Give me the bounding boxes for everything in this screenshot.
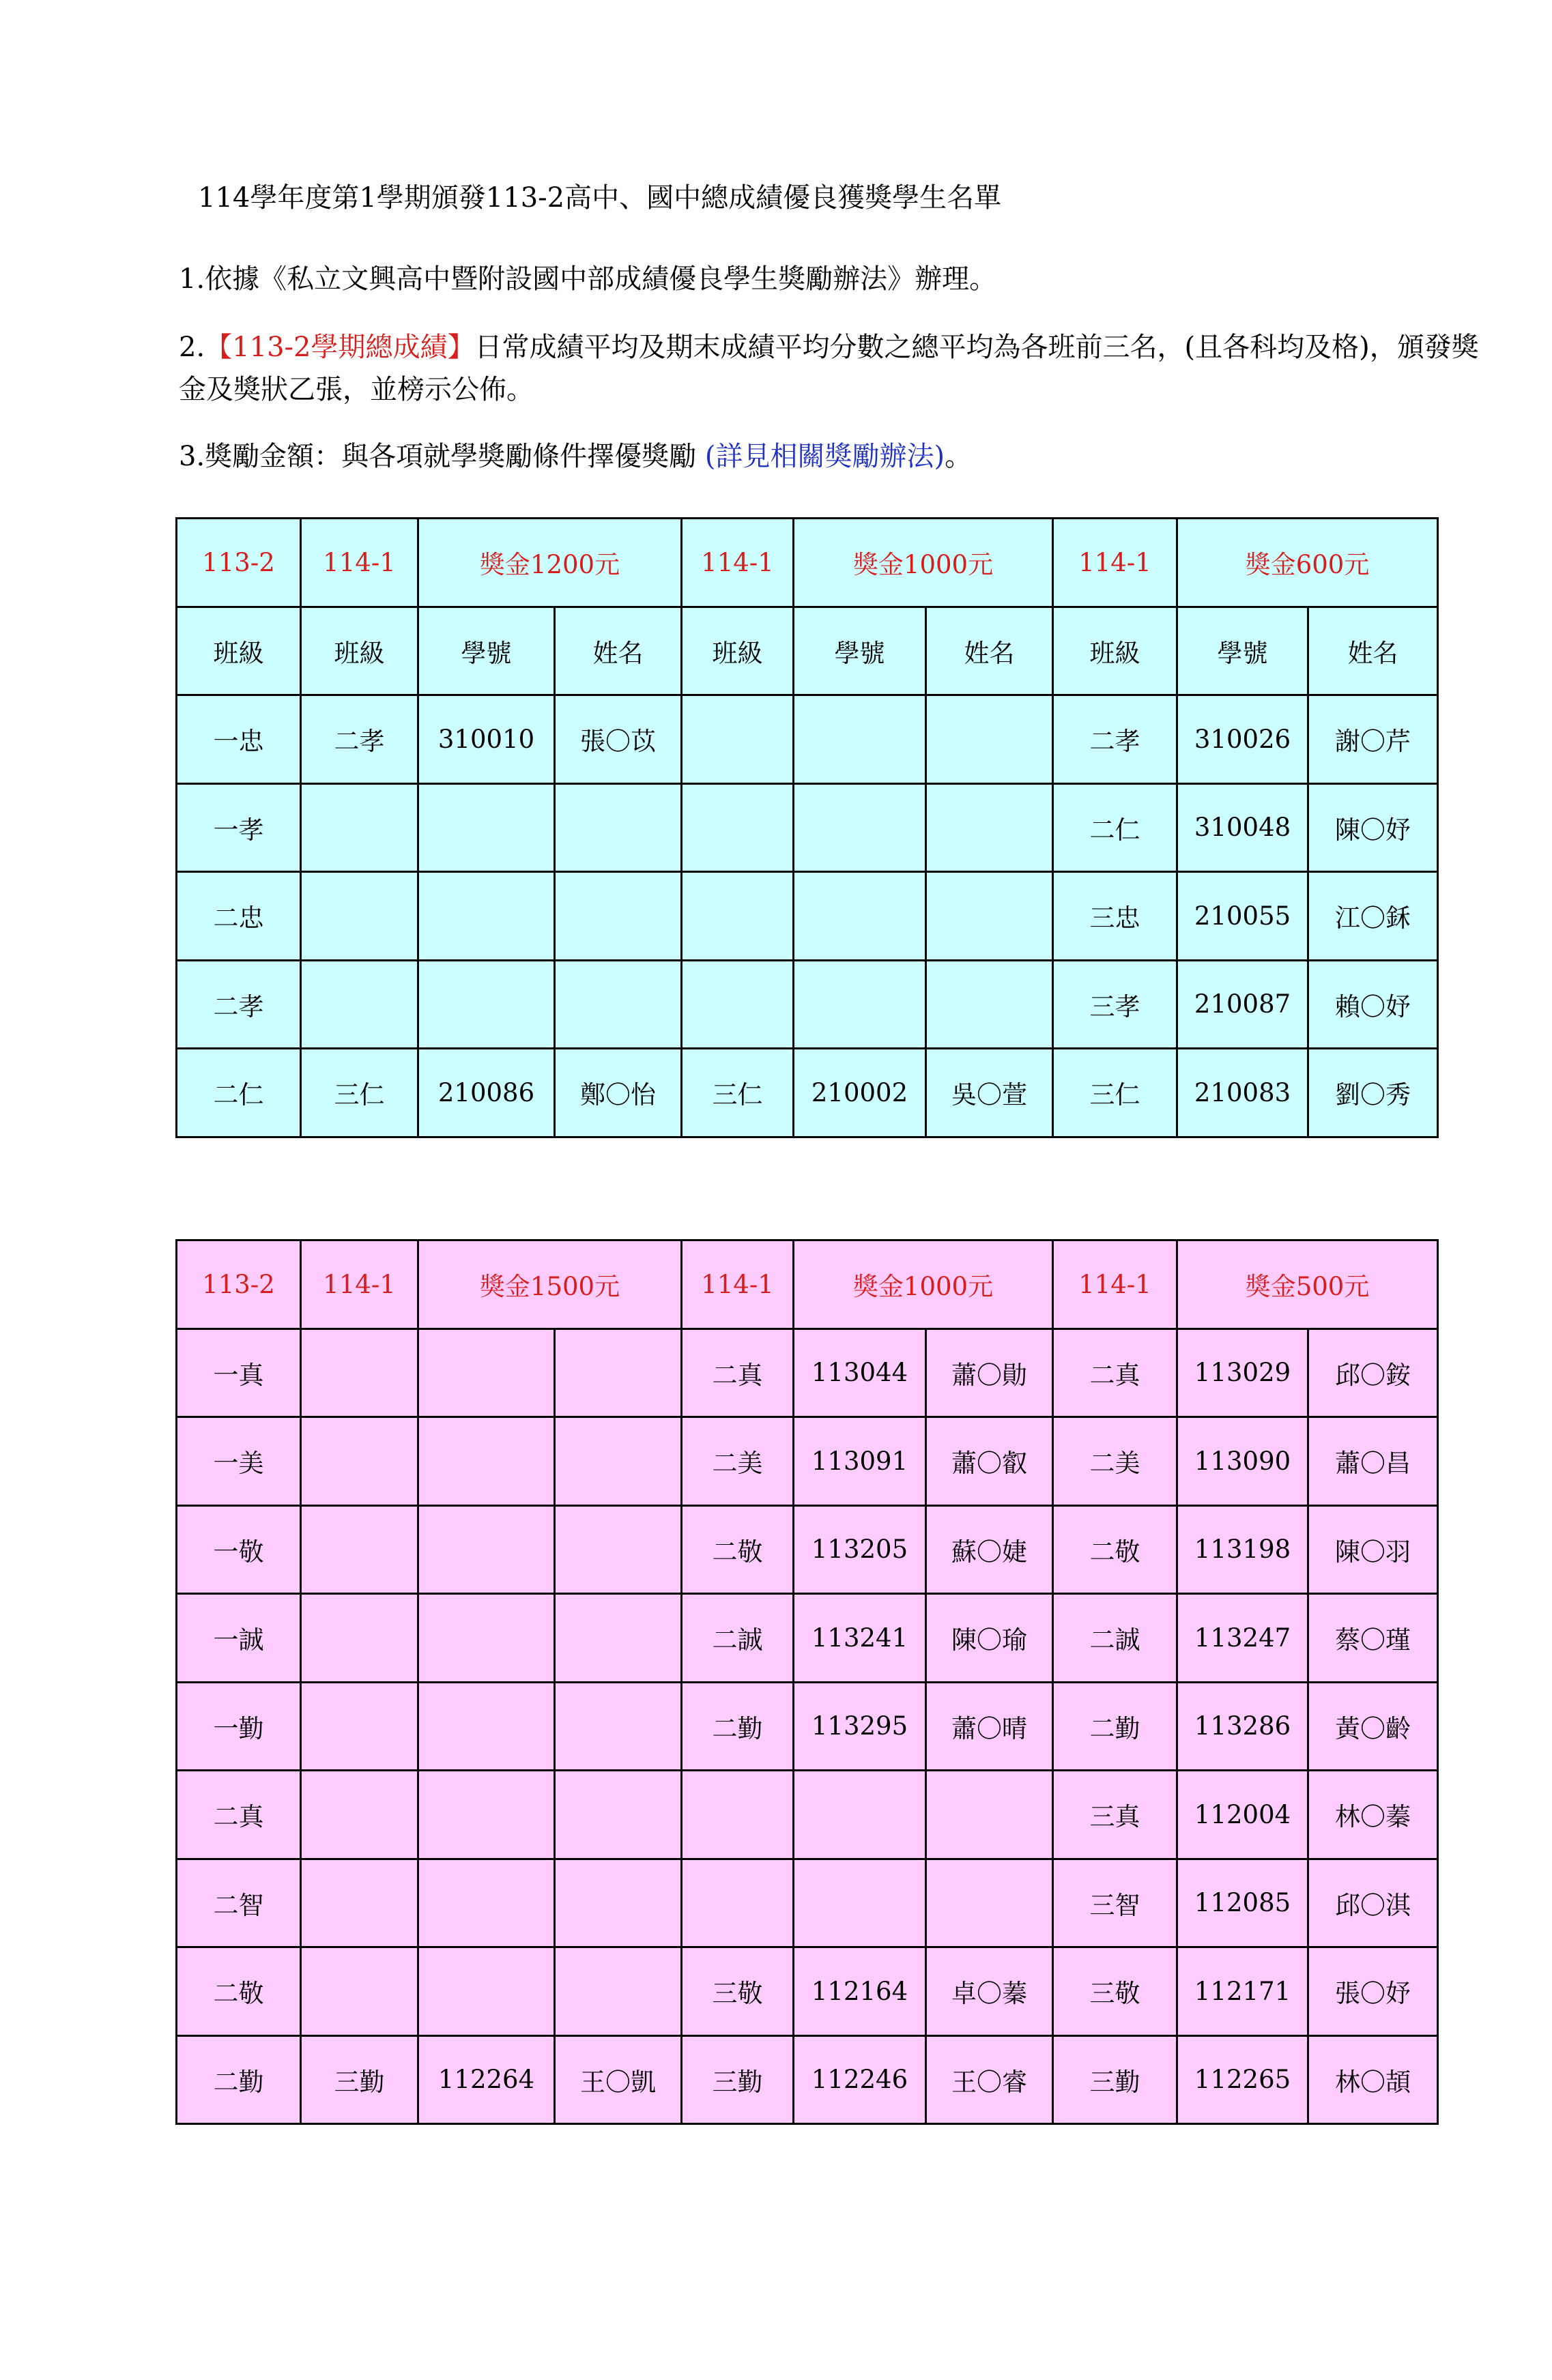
table-row xyxy=(177,1594,1438,1683)
page-title: 114學年度第1學期頒發113-2高中、國中總成績優良獲獎學生名單 xyxy=(198,182,1002,214)
cell-student-name xyxy=(555,1594,682,1683)
amount-end: 。 xyxy=(945,441,973,472)
cell-student-name: 林〇頡 xyxy=(1308,2035,1438,2124)
header-award-tier3: 獎金600元 xyxy=(1177,519,1438,607)
column-header: 學號 xyxy=(418,607,555,695)
cell-student-id xyxy=(418,783,555,872)
cell-student-name: 蕭〇叡 xyxy=(926,1417,1053,1506)
header-semester-current: 114-1 xyxy=(682,1240,794,1329)
cell-student-name: 林〇蓁 xyxy=(1308,1771,1438,1859)
cell-prev-class: 一誠 xyxy=(177,1594,301,1683)
cell-student-id: 112171 xyxy=(1177,1947,1308,2036)
cell-class: 三仁 xyxy=(682,1049,794,1137)
header-award-tier1: 獎金1200元 xyxy=(418,519,682,607)
cell-prev-class: 二智 xyxy=(177,1859,301,1947)
cell-student-id xyxy=(794,1771,926,1859)
table-subheader-row xyxy=(177,607,1438,695)
cell-student-id xyxy=(418,1594,555,1683)
cell-student-id: 113295 xyxy=(794,1682,926,1771)
table-header-row xyxy=(177,519,1438,607)
cell-class: 二孝 xyxy=(1053,695,1177,784)
cell-student-name: 王〇凱 xyxy=(555,2035,682,2124)
cell-student-name: 劉〇秀 xyxy=(1308,1049,1438,1137)
cell-student-name: 蕭〇晴 xyxy=(926,1682,1053,1771)
cell-class xyxy=(301,1682,418,1771)
table-row xyxy=(177,1771,1438,1859)
cell-student-name xyxy=(555,1947,682,2036)
column-header: 班級 xyxy=(682,607,794,695)
cell-student-id xyxy=(418,1329,555,1417)
table-body xyxy=(177,695,1438,1137)
cell-class: 三忠 xyxy=(1053,872,1177,961)
cell-class: 三智 xyxy=(1053,1859,1177,1947)
cell-class xyxy=(301,1417,418,1506)
table-row xyxy=(177,2035,1438,2124)
cell-prev-class: 一忠 xyxy=(177,695,301,784)
table-row xyxy=(177,872,1438,961)
table-row xyxy=(177,1417,1438,1506)
cell-student-name: 邱〇銨 xyxy=(1308,1329,1438,1417)
cell-student-name: 賴〇妤 xyxy=(1308,960,1438,1049)
cell-class xyxy=(301,872,418,961)
header-award-tier2: 獎金1000元 xyxy=(794,519,1053,607)
cell-class: 二仁 xyxy=(1053,783,1177,872)
cell-student-id xyxy=(418,1947,555,2036)
table-row xyxy=(177,783,1438,872)
cell-student-name xyxy=(555,1417,682,1506)
cell-student-id: 113091 xyxy=(794,1417,926,1506)
award-table-junior xyxy=(175,1239,1439,2125)
header-semester-current: 114-1 xyxy=(301,519,418,607)
cell-class: 三勤 xyxy=(682,2035,794,2124)
cell-class: 二勤 xyxy=(1053,1682,1177,1771)
criteria-text: 日常成績平均及期末成績平均分數之總平均為各班前三名，(且各科均及格)，頒發獎金及獎狀乙張，並榜示公佈。 xyxy=(179,332,1479,405)
table-row xyxy=(177,1947,1438,2036)
cell-student-name xyxy=(555,872,682,961)
cell-student-name: 謝〇芹 xyxy=(1308,695,1438,784)
cell-student-name: 陳〇瑜 xyxy=(926,1594,1053,1683)
header-semester-current: 114-1 xyxy=(682,519,794,607)
cell-class xyxy=(682,872,794,961)
cell-class: 二敬 xyxy=(1053,1505,1177,1594)
cell-student-name xyxy=(555,783,682,872)
paragraph-basis: 1.依據《私立文興高中暨附設國中部成績優良學生獎勵辦法》辦理。 xyxy=(179,263,997,295)
cell-student-id: 113198 xyxy=(1177,1505,1308,1594)
header-semester-current: 114-1 xyxy=(1053,1240,1177,1329)
table-header-row xyxy=(177,1240,1438,1329)
cell-student-id: 210086 xyxy=(418,1049,555,1137)
header-award-tier2: 獎金1000元 xyxy=(794,1240,1053,1329)
cell-prev-class: 一敬 xyxy=(177,1505,301,1594)
amount-text: 3.獎勵金額：與各項就學獎勵條件擇優獎勵 xyxy=(179,441,705,472)
cell-student-id: 210002 xyxy=(794,1049,926,1137)
cell-student-name: 吳〇萱 xyxy=(926,1049,1053,1137)
cell-class: 三仁 xyxy=(1053,1049,1177,1137)
column-header: 姓名 xyxy=(926,607,1053,695)
criteria-highlight: 【113-2學期總成績】 xyxy=(205,332,475,363)
table-body xyxy=(177,1329,1438,2124)
cell-class: 二勤 xyxy=(682,1682,794,1771)
regulation-reference: (詳見相關獎勵辦法) xyxy=(704,441,945,472)
cell-class: 二孝 xyxy=(301,695,418,784)
cell-student-id: 112164 xyxy=(794,1947,926,2036)
cell-class: 二真 xyxy=(1053,1329,1177,1417)
cell-student-id: 112265 xyxy=(1177,2035,1308,2124)
cell-class xyxy=(682,783,794,872)
cell-student-id: 113205 xyxy=(794,1505,926,1594)
cell-student-name: 邱〇淇 xyxy=(1308,1859,1438,1947)
cell-student-id: 112264 xyxy=(418,2035,555,2124)
paragraph-amount xyxy=(179,435,1489,478)
cell-student-id xyxy=(794,783,926,872)
cell-student-name xyxy=(555,1682,682,1771)
cell-prev-class: 一勤 xyxy=(177,1682,301,1771)
table-row xyxy=(177,1329,1438,1417)
paragraph-criteria xyxy=(179,326,1489,411)
table-row xyxy=(177,1049,1438,1137)
cell-class xyxy=(301,1771,418,1859)
cell-student-name: 蕭〇勛 xyxy=(926,1329,1053,1417)
header-semester-current: 114-1 xyxy=(1053,519,1177,607)
cell-student-id: 113247 xyxy=(1177,1594,1308,1683)
cell-class: 三敬 xyxy=(1053,1947,1177,2036)
cell-student-id xyxy=(418,960,555,1049)
cell-student-name: 黃〇齡 xyxy=(1308,1682,1438,1771)
cell-student-id xyxy=(418,872,555,961)
cell-student-id: 210055 xyxy=(1177,872,1308,961)
column-header: 姓名 xyxy=(555,607,682,695)
cell-class xyxy=(682,1859,794,1947)
cell-student-name: 鄭〇怡 xyxy=(555,1049,682,1137)
cell-student-name xyxy=(926,1859,1053,1947)
cell-student-name: 張〇妤 xyxy=(1308,1947,1438,2036)
column-header: 班級 xyxy=(301,607,418,695)
cell-student-id xyxy=(418,1682,555,1771)
column-header: 學號 xyxy=(1177,607,1308,695)
cell-student-id: 112085 xyxy=(1177,1859,1308,1947)
cell-student-id: 113090 xyxy=(1177,1417,1308,1506)
header-semester-prev: 113-2 xyxy=(177,1240,301,1329)
header-award-tier3: 獎金500元 xyxy=(1177,1240,1438,1329)
cell-student-id: 310026 xyxy=(1177,695,1308,784)
cell-prev-class: 二仁 xyxy=(177,1049,301,1137)
cell-student-name xyxy=(555,1771,682,1859)
column-header: 姓名 xyxy=(1308,607,1438,695)
cell-student-name: 蘇〇婕 xyxy=(926,1505,1053,1594)
cell-student-id xyxy=(418,1771,555,1859)
cell-class: 三勤 xyxy=(301,2035,418,2124)
table-row xyxy=(177,1505,1438,1594)
cell-class xyxy=(682,960,794,1049)
cell-student-name xyxy=(926,1771,1053,1859)
cell-student-name: 張〇苡 xyxy=(555,695,682,784)
cell-class: 二敬 xyxy=(682,1505,794,1594)
award-table-senior xyxy=(175,517,1439,1138)
cell-student-name: 蕭〇昌 xyxy=(1308,1417,1438,1506)
cell-student-id: 113241 xyxy=(794,1594,926,1683)
cell-prev-class: 二孝 xyxy=(177,960,301,1049)
column-header: 班級 xyxy=(177,607,301,695)
cell-student-id: 113029 xyxy=(1177,1329,1308,1417)
cell-student-name: 王〇睿 xyxy=(926,2035,1053,2124)
cell-class: 三仁 xyxy=(301,1049,418,1137)
cell-student-id xyxy=(794,960,926,1049)
cell-student-id: 210083 xyxy=(1177,1049,1308,1137)
cell-student-id: 310010 xyxy=(418,695,555,784)
cell-student-name xyxy=(926,960,1053,1049)
cell-student-id: 113044 xyxy=(794,1329,926,1417)
table-row xyxy=(177,695,1438,784)
cell-class xyxy=(301,1859,418,1947)
cell-student-name: 陳〇羽 xyxy=(1308,1505,1438,1594)
cell-class: 二誠 xyxy=(682,1594,794,1683)
cell-student-name xyxy=(555,1859,682,1947)
cell-student-id xyxy=(418,1505,555,1594)
header-semester-current: 114-1 xyxy=(301,1240,418,1329)
cell-prev-class: 二忠 xyxy=(177,872,301,961)
cell-class xyxy=(301,1947,418,2036)
cell-student-name: 蔡〇瑾 xyxy=(1308,1594,1438,1683)
cell-prev-class: 一美 xyxy=(177,1417,301,1506)
cell-student-id: 112246 xyxy=(794,2035,926,2124)
cell-student-id xyxy=(418,1417,555,1506)
cell-student-name xyxy=(555,960,682,1049)
cell-student-name xyxy=(926,872,1053,961)
cell-student-id xyxy=(418,1859,555,1947)
criteria-number: 2. xyxy=(179,332,205,363)
cell-student-id xyxy=(794,872,926,961)
cell-prev-class: 二敬 xyxy=(177,1947,301,2036)
cell-class xyxy=(682,1771,794,1859)
table-row xyxy=(177,1859,1438,1947)
table-row xyxy=(177,1682,1438,1771)
cell-class xyxy=(682,695,794,784)
cell-class: 三勤 xyxy=(1053,2035,1177,2124)
cell-class: 三孝 xyxy=(1053,960,1177,1049)
cell-student-id xyxy=(794,1859,926,1947)
cell-class xyxy=(301,1505,418,1594)
cell-class: 二美 xyxy=(682,1417,794,1506)
cell-student-name xyxy=(555,1329,682,1417)
cell-student-name: 卓〇蓁 xyxy=(926,1947,1053,2036)
table-row xyxy=(177,960,1438,1049)
cell-prev-class: 一孝 xyxy=(177,783,301,872)
cell-class: 二真 xyxy=(682,1329,794,1417)
cell-student-id: 112004 xyxy=(1177,1771,1308,1859)
cell-class xyxy=(301,1594,418,1683)
cell-class xyxy=(301,960,418,1049)
cell-student-name xyxy=(926,695,1053,784)
cell-student-id: 210087 xyxy=(1177,960,1308,1049)
header-semester-prev: 113-2 xyxy=(177,519,301,607)
cell-prev-class: 一真 xyxy=(177,1329,301,1417)
cell-class: 三敬 xyxy=(682,1947,794,2036)
cell-student-name: 江〇鉌 xyxy=(1308,872,1438,961)
cell-student-id xyxy=(794,695,926,784)
cell-prev-class: 二真 xyxy=(177,1771,301,1859)
cell-student-name: 陳〇妤 xyxy=(1308,783,1438,872)
cell-class xyxy=(301,783,418,872)
cell-class: 三真 xyxy=(1053,1771,1177,1859)
cell-student-name xyxy=(555,1505,682,1594)
cell-class: 二美 xyxy=(1053,1417,1177,1506)
cell-class: 二誠 xyxy=(1053,1594,1177,1683)
cell-prev-class: 二勤 xyxy=(177,2035,301,2124)
column-header: 學號 xyxy=(794,607,926,695)
cell-student-name xyxy=(926,783,1053,872)
column-header: 班級 xyxy=(1053,607,1177,695)
header-award-tier1: 獎金1500元 xyxy=(418,1240,682,1329)
cell-class xyxy=(301,1329,418,1417)
cell-student-id: 113286 xyxy=(1177,1682,1308,1771)
cell-student-id: 310048 xyxy=(1177,783,1308,872)
